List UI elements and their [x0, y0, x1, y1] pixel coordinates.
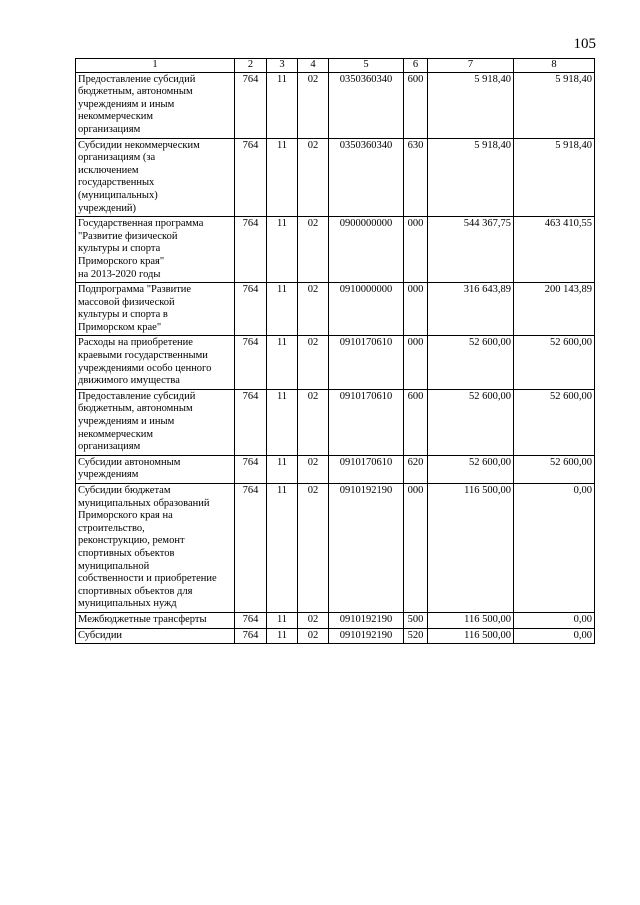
column-header: 4	[298, 59, 329, 73]
amount-col7-cell: 116 500,00	[428, 612, 514, 628]
ministry-code-cell: 764	[235, 389, 267, 455]
target-article-cell: 0910170610	[329, 336, 404, 389]
item-name-cell: Субсидии бюджетам муниципальных образований Приморского края на строительство, реконструкцию, ремонт спортивных объектов муниципальной собственности и приобретение спортивных объектов для муниципальных нужд	[76, 484, 235, 613]
item-name-cell: Государственная программа "Развитие физической культуры и спорта Приморского края" на 2013-2020 годы	[76, 217, 235, 283]
target-article-cell: 0910170610	[329, 389, 404, 455]
subsection-code-cell: 02	[298, 389, 329, 455]
ministry-code-cell: 764	[235, 612, 267, 628]
subsection-code-cell: 02	[298, 484, 329, 613]
amount-col7-cell: 316 643,89	[428, 283, 514, 336]
subsection-code-cell: 02	[298, 455, 329, 483]
amount-col7-cell: 5 918,40	[428, 138, 514, 217]
budget-table	[75, 58, 595, 644]
section-code-cell: 11	[267, 455, 298, 483]
item-name-cell: Предоставление субсидий бюджетным, автономным учреждениям и иным некоммерческим организациям	[76, 72, 235, 138]
item-name-cell: Субсидии	[76, 628, 235, 644]
amount-col7-cell: 544 367,75	[428, 217, 514, 283]
ministry-code-cell: 764	[235, 72, 267, 138]
table-row	[76, 389, 595, 455]
subsection-code-cell: 02	[298, 283, 329, 336]
amount-col7-cell: 116 500,00	[428, 484, 514, 613]
ministry-code-cell: 764	[235, 455, 267, 483]
amount-col8-cell: 5 918,40	[514, 138, 595, 217]
section-code-cell: 11	[267, 389, 298, 455]
section-code-cell: 11	[267, 138, 298, 217]
table-row	[76, 283, 595, 336]
table-row	[76, 612, 595, 628]
amount-col7-cell: 52 600,00	[428, 455, 514, 483]
expense-type-cell: 000	[404, 336, 428, 389]
column-header: 7	[428, 59, 514, 73]
ministry-code-cell: 764	[235, 484, 267, 613]
expense-type-cell: 500	[404, 612, 428, 628]
amount-col8-cell: 52 600,00	[514, 455, 595, 483]
amount-col7-cell: 116 500,00	[428, 628, 514, 644]
target-article-cell: 0900000000	[329, 217, 404, 283]
table-row	[76, 217, 595, 283]
expense-type-cell: 630	[404, 138, 428, 217]
ministry-code-cell: 764	[235, 138, 267, 217]
amount-col8-cell: 0,00	[514, 484, 595, 613]
subsection-code-cell: 02	[298, 336, 329, 389]
table-row	[76, 138, 595, 217]
expense-type-cell: 600	[404, 72, 428, 138]
column-header: 5	[329, 59, 404, 73]
section-code-cell: 11	[267, 72, 298, 138]
item-name-cell: Межбюджетные трансферты	[76, 612, 235, 628]
section-code-cell: 11	[267, 612, 298, 628]
target-article-cell: 0910170610	[329, 455, 404, 483]
table-row	[76, 484, 595, 613]
column-header: 8	[514, 59, 595, 73]
amount-col7-cell: 52 600,00	[428, 336, 514, 389]
item-name-cell: Предоставление субсидий бюджетным, автономным учреждениям и иным некоммерческим организациям	[76, 389, 235, 455]
ministry-code-cell: 764	[235, 283, 267, 336]
item-name-cell: Подпрограмма "Развитие массовой физической культуры и спорта в Приморском крае"	[76, 283, 235, 336]
amount-col8-cell: 5 918,40	[514, 72, 595, 138]
expense-type-cell: 620	[404, 455, 428, 483]
item-name-cell: Расходы на приобретение краевыми государственными учреждениями особо ценного движимого имущества	[76, 336, 235, 389]
target-article-cell: 0910192190	[329, 612, 404, 628]
target-article-cell: 0910192190	[329, 484, 404, 613]
table-row	[76, 336, 595, 389]
column-header: 3	[267, 59, 298, 73]
amount-col8-cell: 463 410,55	[514, 217, 595, 283]
amount-col8-cell: 52 600,00	[514, 336, 595, 389]
column-header: 2	[235, 59, 267, 73]
subsection-code-cell: 02	[298, 72, 329, 138]
target-article-cell: 0910192190	[329, 628, 404, 644]
table-row	[76, 72, 595, 138]
table-row	[76, 628, 595, 644]
ministry-code-cell: 764	[235, 336, 267, 389]
item-name-cell: Субсидии автономным учреждениям	[76, 455, 235, 483]
item-name-cell: Субсидии некоммерческим организациям (за исключением государственных (муниципальных) учреждений)	[76, 138, 235, 217]
target-article-cell: 0350360340	[329, 138, 404, 217]
amount-col7-cell: 52 600,00	[428, 389, 514, 455]
section-code-cell: 11	[267, 217, 298, 283]
page-number: 105	[573, 36, 596, 52]
subsection-code-cell: 02	[298, 628, 329, 644]
expense-type-cell: 520	[404, 628, 428, 644]
table-row	[76, 455, 595, 483]
section-code-cell: 11	[267, 336, 298, 389]
column-header: 6	[404, 59, 428, 73]
subsection-code-cell: 02	[298, 612, 329, 628]
amount-col7-cell: 5 918,40	[428, 72, 514, 138]
amount-col8-cell: 0,00	[514, 628, 595, 644]
amount-col8-cell: 200 143,89	[514, 283, 595, 336]
header-row	[76, 59, 595, 73]
expense-type-cell: 000	[404, 217, 428, 283]
ministry-code-cell: 764	[235, 628, 267, 644]
section-code-cell: 11	[267, 484, 298, 613]
expense-type-cell: 000	[404, 283, 428, 336]
section-code-cell: 11	[267, 283, 298, 336]
section-code-cell: 11	[267, 628, 298, 644]
ministry-code-cell: 764	[235, 217, 267, 283]
expense-type-cell: 000	[404, 484, 428, 613]
amount-col8-cell: 52 600,00	[514, 389, 595, 455]
subsection-code-cell: 02	[298, 217, 329, 283]
expense-type-cell: 600	[404, 389, 428, 455]
column-header: 1	[76, 59, 235, 73]
target-article-cell: 0910000000	[329, 283, 404, 336]
target-article-cell: 0350360340	[329, 72, 404, 138]
subsection-code-cell: 02	[298, 138, 329, 217]
amount-col8-cell: 0,00	[514, 612, 595, 628]
